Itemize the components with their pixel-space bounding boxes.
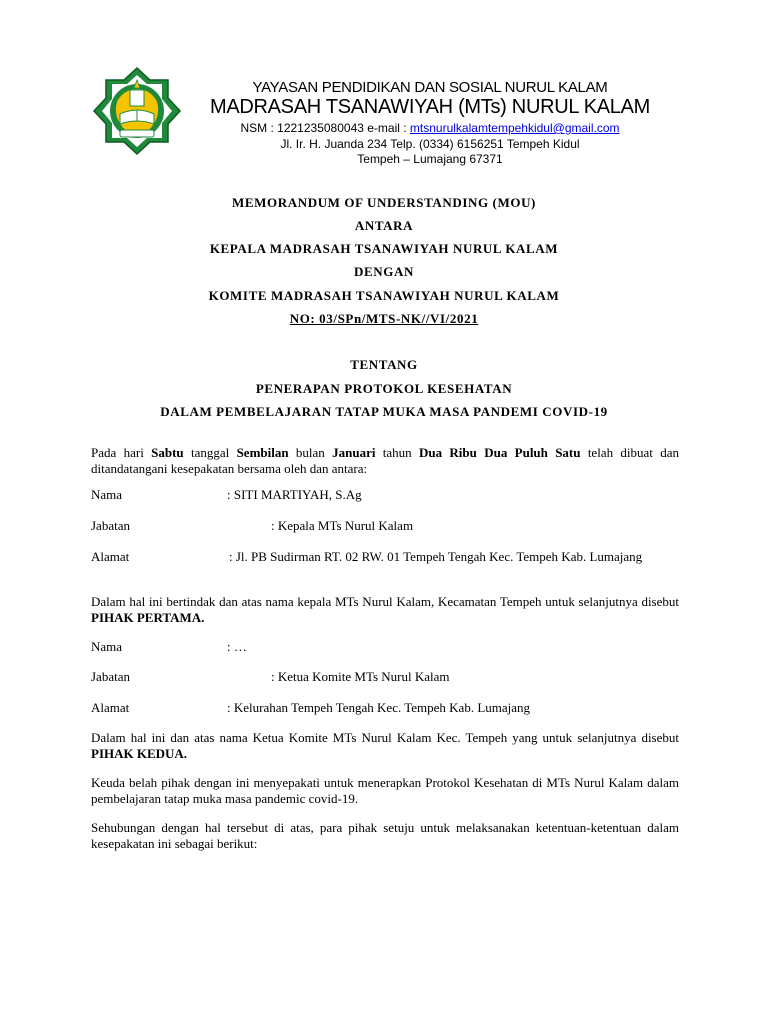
intro-day: Sabtu: [151, 445, 184, 460]
title-line-4: DENGAN: [354, 264, 414, 279]
madrasah-logo-icon: [92, 66, 182, 156]
party1-name-label: Nama: [91, 487, 123, 502]
school-city: Tempeh – Lumajang 67371: [357, 152, 503, 166]
school-name: MADRASAH TSANAWIYAH (MTs) NURUL KALAM: [209, 96, 651, 118]
title-line-1: MEMORANDUM OF UNDERSTANDING (MOU): [232, 195, 536, 210]
party1-statement: Dalam hal ini bertindak dan atas nama kepala MTs Nurul Kalam, Kecamatan Tempeh untuk selanjutnya disebut PIHAK PERTAMA.: [91, 594, 679, 625]
intro-month: Januari: [332, 445, 376, 460]
party1-address-label: Alamat: [91, 549, 130, 564]
party1-designation: PIHAK PERTAMA.: [91, 610, 205, 625]
about-heading: TENTANG: [350, 357, 418, 372]
intro-date: Sembilan: [236, 445, 289, 460]
party2-position-label: Jabatan: [91, 669, 130, 684]
subject-line-1: PENERAPAN PROTOKOL KESEHATAN: [255, 381, 513, 396]
school-address: Jl. Ir. H. Juanda 234 Telp. (0334) 6156251 Tempeh Kidul: [280, 137, 580, 151]
title-line-2: ANTARA: [354, 218, 414, 233]
party2-address-value: : Kelurahan Tempeh Tengah Kec. Tempeh Kab. Lumajang: [227, 700, 531, 715]
party2-name-value: : …: [227, 639, 247, 654]
party2-statement: Dalam hal ini dan atas nama Ketua Komite MTs Nurul Kalam Kec. Tempeh yang untuk selanjutnya disebut PIHAK KEDUA.: [91, 730, 679, 761]
intro-paragraph: Pada hari Sabtu tanggal Sembilan bulan Januari tahun Dua Ribu Dua Puluh Satu telah dibuat dan ditandatangani kesepakatan bersama oleh dan antara:: [91, 445, 679, 476]
party2-designation: PIHAK KEDUA.: [91, 746, 188, 761]
document-number: NO: 03/SPn/MTS-NK//VI/2021: [289, 311, 479, 326]
agreement-paragraph: Keuda belah pihak dengan ini menyepakati untuk menerapkan Protokol Kesehatan di MTs Nurul Kalam dalam pembelajaran tatap muka masa pandemic covid-19.: [91, 775, 679, 806]
closing-paragraph: Sehubungan dengan hal tersebut di atas, para pihak setuju untuk melaksanakan ketentuan-ketentuan dalam kesepakatan ini sebagai berikut:: [91, 820, 679, 851]
contact-line: [190, 121, 670, 135]
email-link[interactable]: mtsnurulkalamtempehkidul@gmail.com: [409, 121, 620, 135]
party1-position-value: : Kepala MTs Nurul Kalam: [271, 518, 414, 533]
foundation-name: YAYASAN PENDIDIKAN DAN SOSIAL NURUL KALAM: [252, 79, 608, 96]
title-line-3: KEPALA MADRASAH TSANAWIYAH NURUL KALAM: [209, 241, 559, 256]
intro-year: Dua Ribu Dua Puluh Satu: [418, 445, 581, 460]
party1-position-label: Jabatan: [91, 518, 130, 533]
party1-name-value: : SITI MARTIYAH, S.Ag: [227, 487, 362, 502]
party2-position-value: : Ketua Komite MTs Nurul Kalam: [271, 669, 450, 684]
title-line-5: KOMITE MADRASAH TSANAWIYAH NURUL KALAM: [208, 288, 560, 303]
party2-address-label: Alamat: [91, 700, 130, 715]
party1-address-value: : Jl. PB Sudirman RT. 02 RW. 01 Tempeh Tengah Kec. Tempeh Kab. Lumajang: [229, 549, 643, 564]
nsm-label: NSM : 1221235080043 e-mail :: [240, 121, 410, 135]
subject-line-2: DALAM PEMBELAJARAN TATAP MUKA MASA PANDEMI COVID-19: [160, 404, 608, 419]
party2-name-label: Nama: [91, 639, 123, 654]
